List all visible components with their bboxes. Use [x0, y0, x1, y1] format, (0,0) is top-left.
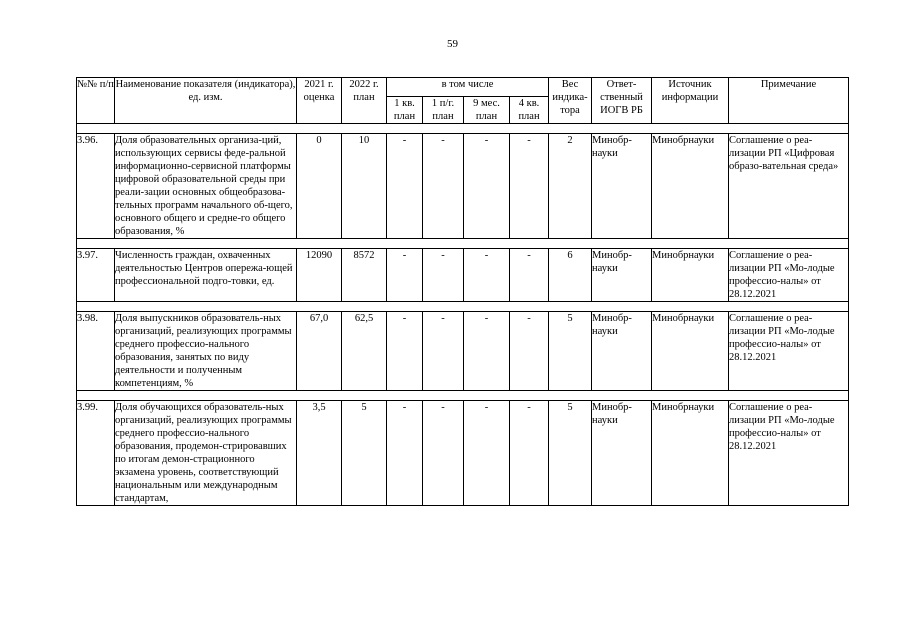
row-2021: 67,0	[297, 312, 342, 391]
row-h1: -	[423, 134, 464, 239]
header-weight: Вес индика-тора	[549, 78, 592, 124]
table-row	[77, 134, 849, 239]
row-2022: 10	[342, 134, 387, 239]
row-2021: 12090	[297, 249, 342, 302]
row-num: 3.97.	[77, 249, 115, 302]
page-number: 59	[447, 38, 458, 50]
row-source: Минобрнауки	[652, 401, 729, 506]
row-q1: -	[387, 312, 423, 391]
table-row	[77, 312, 849, 391]
header-note: Примечание	[729, 78, 849, 124]
row-source: Минобрнауки	[652, 134, 729, 239]
spacer-row	[77, 302, 849, 312]
row-weight: 6	[549, 249, 592, 302]
row-note: Соглашение о реа-лизации РП «Мо-лодые профессио-налы» от 28.12.2021	[729, 312, 849, 391]
row-source: Минобрнауки	[652, 249, 729, 302]
header-q4: 4 кв. план	[510, 97, 549, 124]
row-2022: 5	[342, 401, 387, 506]
header-9m: 9 мес. план	[464, 97, 510, 124]
row-2022: 62,5	[342, 312, 387, 391]
row-2022: 8572	[342, 249, 387, 302]
row-note: Соглашение о реа-лизации РП «Мо-лодые профессио-налы» от 28.12.2021	[729, 249, 849, 302]
row-2021: 0	[297, 134, 342, 239]
row-9m: -	[464, 134, 510, 239]
row-name: Численность граждан, охваченных деятельностью Центров опережа-ющей профессиональной подго-товки, ед.	[115, 249, 297, 302]
row-h1: -	[423, 249, 464, 302]
header-2021: 2021 г. оценка	[297, 78, 342, 124]
row-num: 3.98.	[77, 312, 115, 391]
indicators-table	[76, 77, 849, 506]
row-note: Соглашение о реа-лизации РП «Цифровая образо-вательная среда»	[729, 134, 849, 239]
row-responsible: Минобр-науки	[592, 312, 652, 391]
header-name: Наименование показателя (индикатора), ед. изм.	[115, 78, 297, 124]
row-responsible: Минобр-науки	[592, 401, 652, 506]
row-note: Соглашение о реа-лизации РП «Мо-лодые профессио-налы» от 28.12.2021	[729, 401, 849, 506]
row-q1: -	[387, 249, 423, 302]
table-row	[77, 249, 849, 302]
row-9m: -	[464, 312, 510, 391]
row-q4: -	[510, 401, 549, 506]
header-source: Источник информации	[652, 78, 729, 124]
spacer-row	[77, 124, 849, 134]
row-source: Минобрнауки	[652, 312, 729, 391]
header-h1: 1 п/г. план	[423, 97, 464, 124]
row-weight: 2	[549, 134, 592, 239]
header-q1: 1 кв. план	[387, 97, 423, 124]
header-responsible: Ответ-ственный ИОГВ РБ	[592, 78, 652, 124]
spacer-row	[77, 239, 849, 249]
row-q4: -	[510, 249, 549, 302]
row-q4: -	[510, 312, 549, 391]
row-h1: -	[423, 401, 464, 506]
row-q1: -	[387, 134, 423, 239]
row-weight: 5	[549, 401, 592, 506]
row-9m: -	[464, 249, 510, 302]
row-q4: -	[510, 134, 549, 239]
row-responsible: Минобр-науки	[592, 134, 652, 239]
row-name: Доля образовательных организа-ций, использующих сервисы феде-ральной информационно-сервисной платформы цифровой образовательной среды при реали-зации основных общеобразова-тельных программ начального об-щего, основного общего и средне-го общего образования, %	[115, 134, 297, 239]
row-9m: -	[464, 401, 510, 506]
table-row	[77, 401, 849, 506]
row-q1: -	[387, 401, 423, 506]
row-num: 3.99.	[77, 401, 115, 506]
header-num: №№ п/п	[77, 78, 115, 124]
row-h1: -	[423, 312, 464, 391]
spacer-row	[77, 391, 849, 401]
row-name: Доля выпускников образователь-ных организаций, реализующих программы среднего профессио-нального образования, занятых по виду деятельности и полученным компетенциям, %	[115, 312, 297, 391]
header-including: в том числе	[387, 78, 549, 97]
row-2021: 3,5	[297, 401, 342, 506]
row-name: Доля обучающихся образователь-ных организаций, реализующих программы среднего профессио-нального образования, продемон-стрировавших по итогам демон-страционного экзамена уровень, соответствующий национальным или международным стандартам,	[115, 401, 297, 506]
row-weight: 5	[549, 312, 592, 391]
header-2022: 2022 г. план	[342, 78, 387, 124]
row-num: 3.96.	[77, 134, 115, 239]
row-responsible: Минобр-науки	[592, 249, 652, 302]
